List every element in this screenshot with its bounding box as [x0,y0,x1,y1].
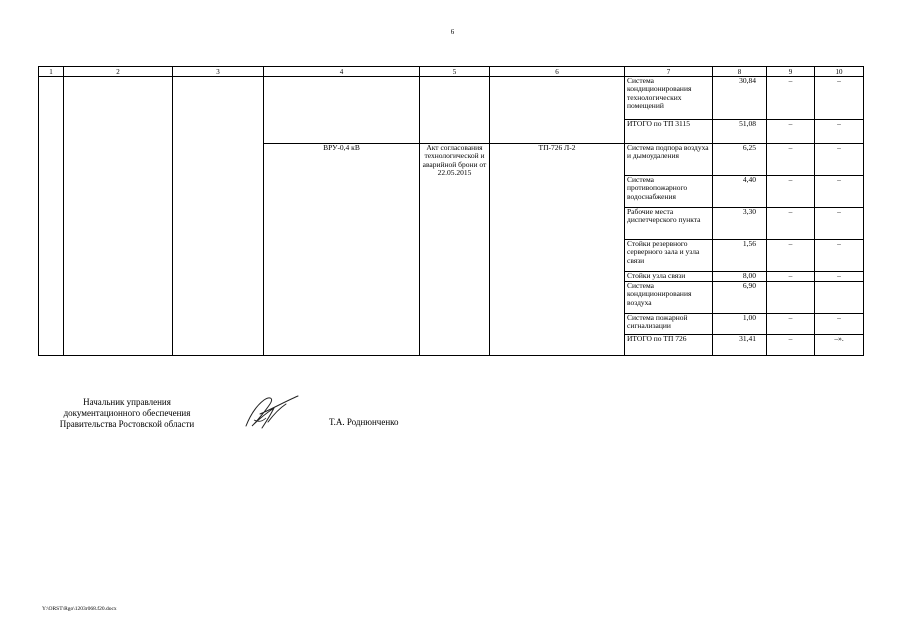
power-value: 3,30 [713,208,767,240]
power-value: 1,56 [713,240,767,272]
signer-position-line: документационного обеспечения [63,408,191,418]
reserve-table [38,66,864,356]
consumer-name: Система противопожарного водоснабжения [625,176,713,208]
consumer-name: Стойки узла связи [625,272,713,282]
col9-value: – [767,144,815,176]
col9-value [767,282,815,314]
signer-name: Т.А. Роднюнченко [329,417,399,427]
col10-value: – [815,120,864,144]
col10-value: – [815,240,864,272]
table-header-cell: 5 [420,67,490,77]
consumer-name: Система кондиционирования технологических помещений [625,77,713,120]
signer-position-line: Правительства Ростовской области [59,419,195,429]
page-number: 6 [450,28,455,36]
file-path: Y:\ORST\Rgo\1203r068.f20.docx [42,606,117,612]
table-header-cell: 9 [767,67,815,77]
consumer-name: Система подпора воздуха и дымоудаления [625,144,713,176]
table-header-cell: 2 [64,67,173,77]
table-cell [173,77,264,356]
total-label: ИТОГО по ТП 3115 [625,120,713,144]
col9-value: – [767,176,815,208]
table-header-cell: 3 [173,67,264,77]
power-value: 6,90 [713,282,767,314]
consumer-name: Система пожарной сигнализации [625,314,713,335]
handwritten-signature [240,392,302,436]
col10-value: – [815,272,864,282]
signer-position-line: Начальник управления [83,397,171,407]
total-value: 51,08 [713,120,767,144]
power-value: 8,00 [713,272,767,282]
col10-value: –». [815,335,864,356]
consumer-name: Система кондиционирования воздуха [625,282,713,314]
table-header-cell: 10 [815,67,864,77]
table-header-cell: 6 [490,67,625,77]
act-cell: Акт согласования технологической и аварийной брони от 22.05.2015 [420,144,490,356]
col9-value: – [767,272,815,282]
col10-value: – [815,314,864,335]
device-cell: ВРУ-0,4 кВ [264,144,420,356]
col10-value [815,282,864,314]
col9-value: – [767,314,815,335]
table-cell [39,77,64,356]
col10-value: – [815,77,864,120]
table-header-cell: 8 [713,67,767,77]
table-header-row [39,67,864,77]
col9-value: – [767,335,815,356]
power-value: 1,00 [713,314,767,335]
signer-position [42,397,212,430]
total-label: ИТОГО по ТП 726 [625,335,713,356]
table-cell [490,77,625,144]
table-cell [64,77,173,356]
col10-value: – [815,144,864,176]
col9-value: – [767,120,815,144]
table-header-cell: 7 [625,67,713,77]
total-value: 31,41 [713,335,767,356]
table-header-cell: 1 [39,67,64,77]
col10-value: – [815,176,864,208]
substation-cell: ТП-726 Л-2 [490,144,625,356]
table-cell [264,77,420,144]
table-row [39,77,864,120]
power-value: 4,40 [713,176,767,208]
table-cell [420,77,490,144]
consumer-name: Рабочие места диспетчерского пункта [625,208,713,240]
power-value: 6,25 [713,144,767,176]
col10-value: – [815,208,864,240]
power-value: 30,84 [713,77,767,120]
table-header-cell: 4 [264,67,420,77]
col9-value: – [767,208,815,240]
col9-value: – [767,77,815,120]
col9-value: – [767,240,815,272]
consumer-name: Стойки резервного серверного зала и узла связи [625,240,713,272]
